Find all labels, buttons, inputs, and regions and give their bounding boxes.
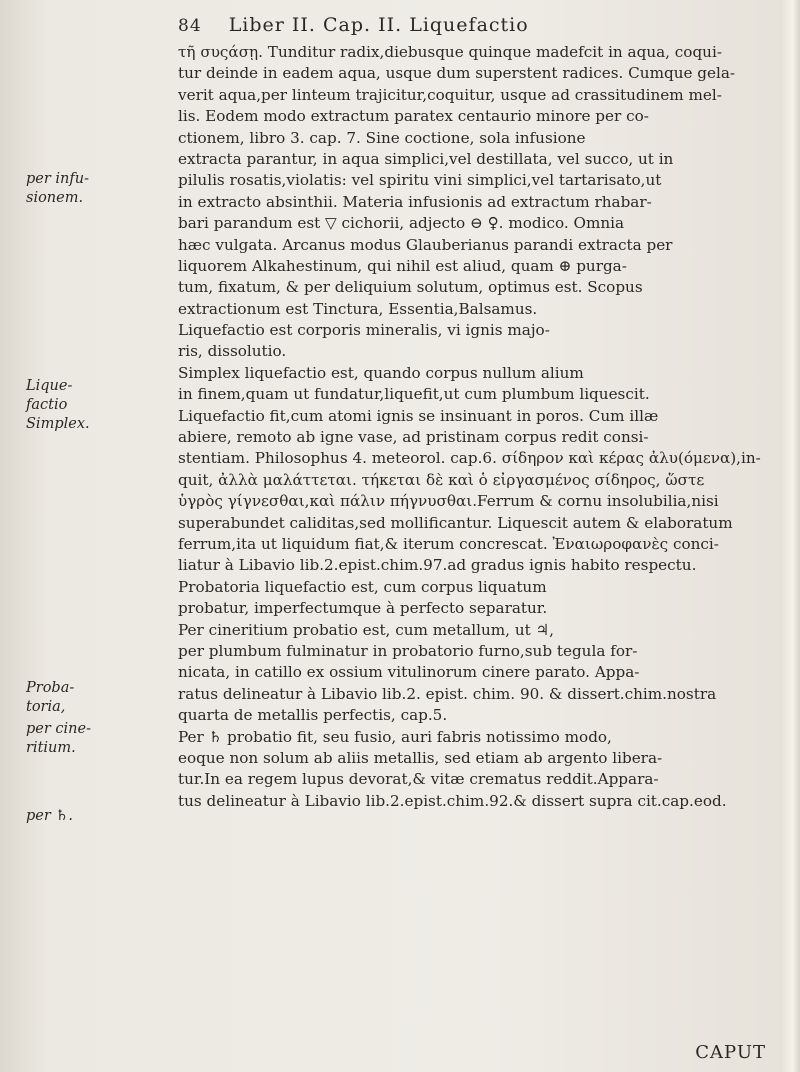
text-line: abiere, remoto ab igne vase, ad pristinam corpus redit consi- <box>178 428 649 447</box>
text-line: bari parandum est ▽ cichorii, adjecto ⊖ ♀. modico. Omnia <box>178 214 625 233</box>
text-line: ris, dissolutio. <box>178 342 287 361</box>
text-line: Per ♄ probatio fit, seu fusio, auri fabris notissimo modo, <box>178 727 612 746</box>
text-line: quit, ἀλλὰ μαλάττεται. τήκεται δὲ καὶ ὁ εἰργασμένος σίδηρος, ὥστε <box>178 470 705 489</box>
text-line: ctionem, libro 3. cap. 7. Sine coctione, sola infusione <box>178 128 586 147</box>
text-line: tur deinde in eadem aqua, usque dum superstent radices. Cumque gela- <box>178 64 736 83</box>
running-title: Liber II. Cap. II. Liquefactio <box>228 14 529 36</box>
page-number: 84 <box>178 16 202 36</box>
text-line: nicata, in catillo ex ossium vitulinorum cinere parato. Appa- <box>178 663 640 682</box>
text-line: per plumbum fulminatur in probatorio furno,sub tegula for- <box>178 641 638 660</box>
margin-note-per-saturnum: per ♄. <box>26 808 74 824</box>
text-line: pilulis rosatis,violatis: vel spiritu vini simplici,vel tartarisato,ut <box>178 171 662 190</box>
text-line: tus delineatur à Libavio lib.2.epist.chim.92.& dissert supra cit.cap.eod. <box>178 791 727 810</box>
text-line: superabundet caliditas,sed mollificantur. Liquescit autem & elaboratum <box>178 513 733 532</box>
page-edge <box>782 0 800 1072</box>
text-line: probatur, imperfectumque à perfecto separatur. <box>178 599 548 618</box>
text-line: Liquefactio fit,cum atomi ignis se insinuant in poros. Cum illæ <box>178 406 659 425</box>
text-line: Per cineritium probatio est, cum metallum, ut ♃, <box>178 620 554 639</box>
text-line: τῆ συςάσῃ. Tunditur radix,diebusque quinque madefcit in aqua, coqui- <box>178 43 722 61</box>
text-line: Liquefactio est corporis mineralis, vi ignis majo- <box>178 321 550 340</box>
text-line: verit aqua,per linteum trajicitur,coquitur, usque ad crassitudinem mel- <box>178 85 722 104</box>
text-line: in extracto absinthii. Materia infusionis ad extractum rhabar- <box>178 192 652 211</box>
text-line: quarta de metallis perfectis, cap.5. <box>178 706 448 725</box>
text-line: liquorem Alkahestinum, qui nihil est aliud, quam ⊕ purga- <box>178 256 627 275</box>
text-line: stentiam. Philosophus 4. meteorol. cap.6. σίδηρον καὶ κέρας ἀλυ(όμενα),in- <box>178 449 761 468</box>
text-line: ratus delineatur à Libavio lib.2. epist. chim. 90. & dissert.chim.nostra <box>178 684 717 703</box>
margin-note-probatoria: Proba- toria, <box>26 680 75 715</box>
text-line: extractionum est Tinctura, Essentia,Balsamus. <box>178 299 538 318</box>
text-line: Probatoria liquefactio est, cum corpus liquatum <box>178 577 547 596</box>
text-line: hæc vulgata. Arcanus modus Glauberianus parandi extracta per <box>178 235 673 254</box>
text-line: eoque non solum ab aliis metallis, sed etiam ab argento libera- <box>178 748 663 767</box>
text-line: in finem,quam ut fundatur,liquefit,ut cum plumbum liquescit. <box>178 385 650 404</box>
text-line: ferrum,ita ut liquidum fiat,& iterum concrescat. Ἐναιωροφανὲς conci- <box>178 534 719 553</box>
text-line: tur.In ea regem lupus devorat,& vitæ crematus reddit.Appara- <box>178 770 659 789</box>
body-text <box>178 42 782 812</box>
text-line: ὑγρὸς γίγνεσθαι,καὶ πάλιν πήγνυσθαι.Ferrum & cornu insolubilia,nisi <box>178 492 719 511</box>
margin-note-liquefactio-simplex: Lique- factio Simplex. <box>26 378 90 432</box>
text-line: Simplex liquefactio est, quando corpus nullum alium <box>178 363 584 382</box>
text-line: tum, fixatum, & per deliquium solutum, optimus est. Scopus <box>178 278 643 297</box>
margin-note-per-cineritium: per cine- ritium. <box>26 721 91 756</box>
text-line: extracta parantur, in aqua simplici,vel destillata, vel succo, ut in <box>178 149 674 168</box>
catchword: CAPUT <box>695 1042 766 1063</box>
margin-note-per-infusionem: per infu- sionem. <box>26 171 89 206</box>
text-line: liatur à Libavio lib.2.epist.chim.97.ad gradus ignis habito respectu. <box>178 556 697 575</box>
text-line: lis. Eodem modo extractum paratex centaurio minore per co- <box>178 107 649 126</box>
page-header <box>178 14 778 40</box>
